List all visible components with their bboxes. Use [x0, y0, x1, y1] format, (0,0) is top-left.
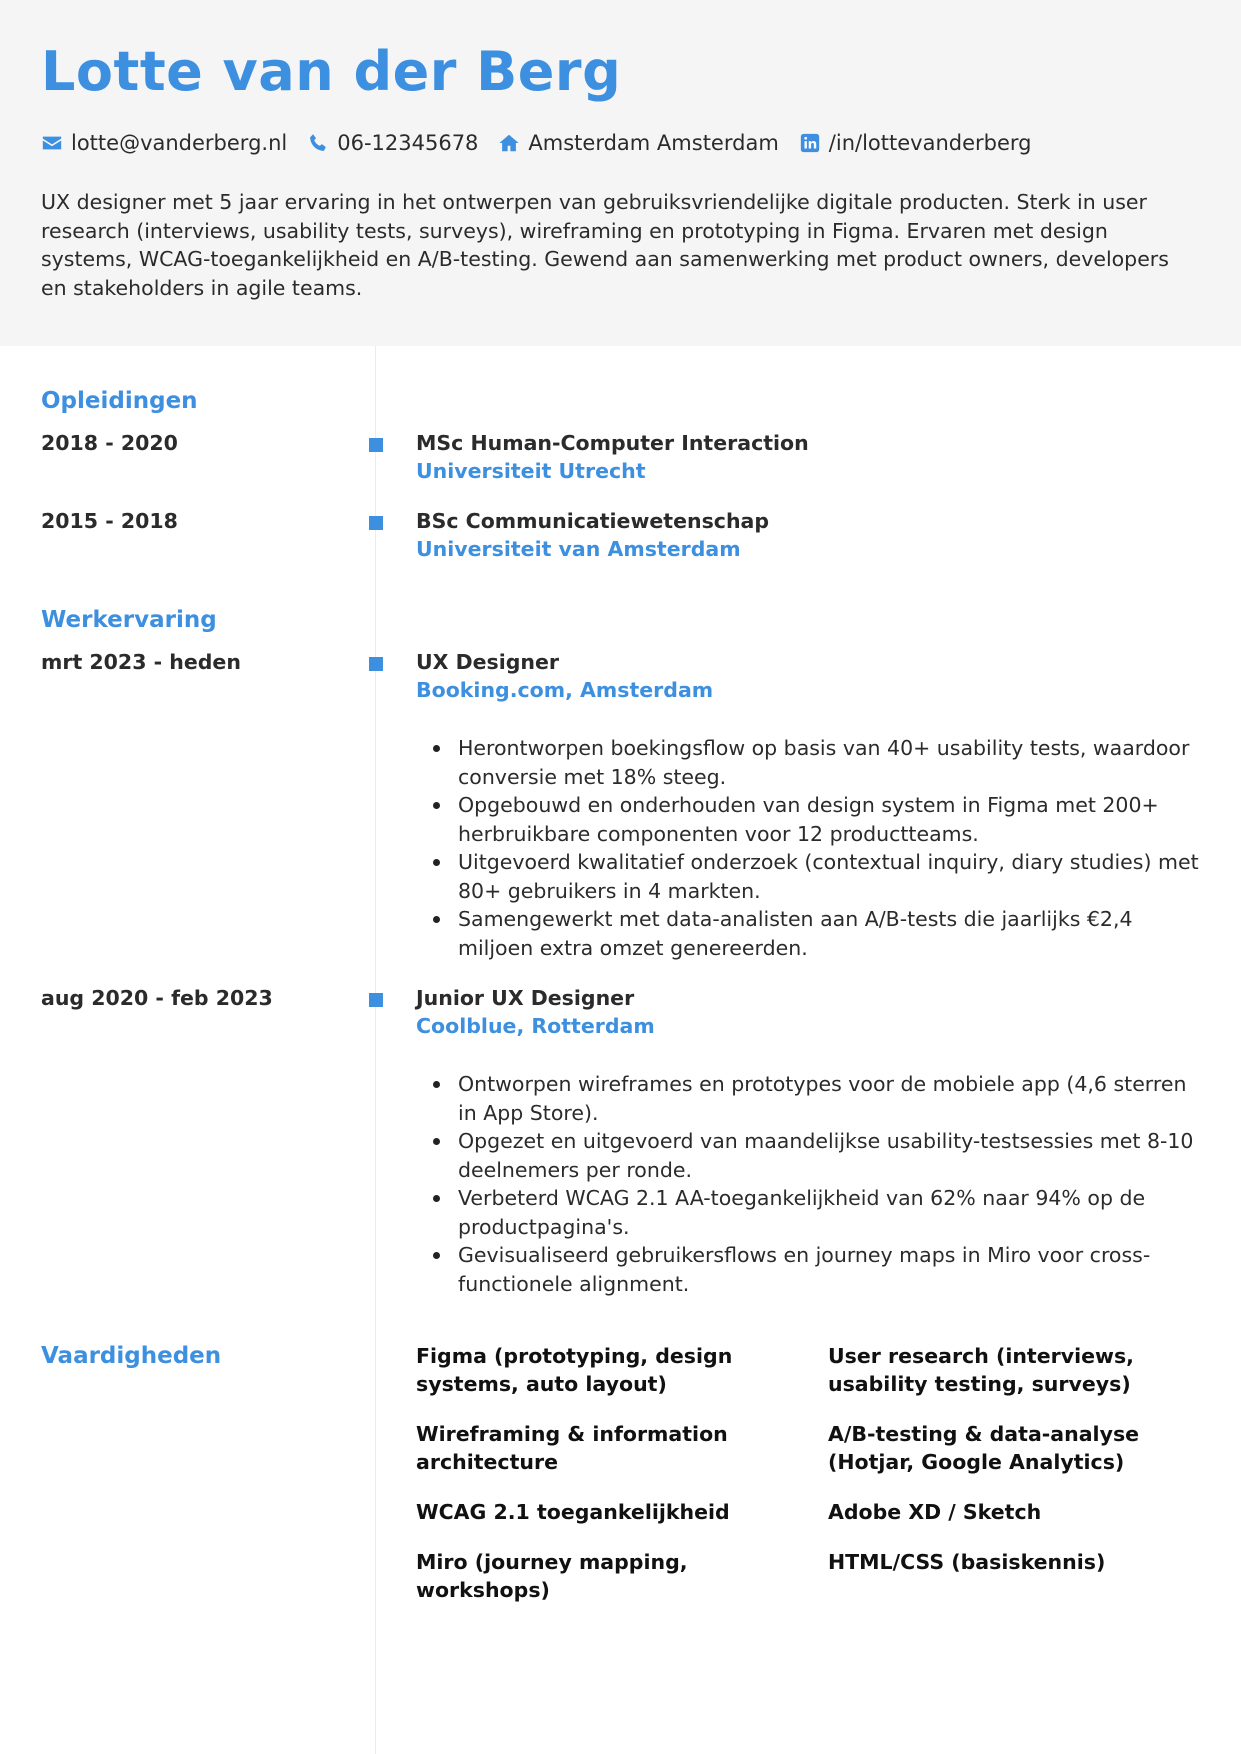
timeline-marker: [369, 516, 383, 530]
job-bullet: Samengewerkt met data-analisten aan A/B-tests die jaarlijks €2,4 miljoen extra omzet genereerden.: [416, 905, 1206, 962]
education-school: Universiteit van Amsterdam: [416, 537, 741, 561]
phone-text: 06-12345678: [337, 131, 479, 155]
envelope-icon: [41, 132, 63, 154]
skill-item: A/B-testing & data-analyse (Hotjar, Google Analytics): [828, 1422, 1140, 1474]
contact-phone[interactable]: [307, 131, 478, 155]
contact-linkedin[interactable]: [799, 131, 1032, 155]
section-title-experience: Werkervaring: [41, 607, 217, 633]
job-bullet: Uitgevoerd kwalitatief onderzoek (contextual inquiry, diary studies) met 80+ gebruikers in 4 markten.: [416, 848, 1206, 905]
job-date: mrt 2023 - heden: [41, 650, 241, 674]
job-bullets: [416, 1070, 1206, 1298]
home-icon: [498, 132, 520, 154]
section-title-education: Opleidingen: [41, 388, 198, 414]
job-bullet: Gevisualiseerd gebruikersflows en journey maps in Miro voor cross-functionele alignment.: [416, 1241, 1206, 1298]
timeline-marker: [369, 657, 383, 671]
profile-summary: UX designer met 5 jaar ervaring in het ontwerpen van gebruiksvriendelijke digitale producten. Sterk in user research (interviews, usability tests, surveys), wireframing en prototyping in Figma. Ervaren met design systems, WCAG-toegankelijkheid en A/B-testing. Gewend aan samenwerking met product owners, developers en stakeholders in agile teams.: [41, 190, 1169, 300]
education-degree: BSc Communicatiewetenschap: [416, 509, 770, 533]
skill-item: Adobe XD / Sketch: [828, 1500, 1042, 1524]
job-bullet: Opgezet en uitgevoerd van maandelijkse usability-testsessies met 8-10 deelnemers per ronde.: [416, 1127, 1206, 1184]
skills-grid: [416, 1342, 1206, 1604]
timeline-divider: [375, 346, 376, 1754]
education-date: 2015 - 2018: [41, 509, 178, 533]
phone-icon: [307, 132, 329, 154]
skill-item: Miro (journey mapping, workshops): [416, 1550, 688, 1602]
job-company: Booking.com, Amsterdam: [416, 678, 714, 702]
location-text: Amsterdam Amsterdam: [528, 131, 779, 155]
contact-email[interactable]: [41, 131, 287, 155]
job-role: Junior UX Designer: [416, 986, 635, 1010]
skill-item: User research (interviews, usability testing, surveys): [828, 1344, 1134, 1396]
skill-item: HTML/CSS (basiskennis): [828, 1550, 1106, 1574]
job-bullet: Verbeterd WCAG 2.1 AA-toegankelijkheid van 62% naar 94% op de productpagina's.: [416, 1184, 1206, 1241]
skill-item: WCAG 2.1 toegankelijkheid: [416, 1500, 730, 1524]
header: [0, 0, 1241, 346]
linkedin-text: /in/lottevanderberg: [828, 131, 1032, 155]
linkedin-icon: [799, 132, 821, 154]
section-title-skills: Vaardigheden: [41, 1343, 222, 1369]
job-date: aug 2020 - feb 2023: [41, 986, 273, 1010]
job-role: UX Designer: [416, 650, 560, 674]
skill-item: Figma (prototyping, design systems, auto layout): [416, 1344, 733, 1396]
education-date: 2018 - 2020: [41, 431, 178, 455]
job-company: Coolblue, Rotterdam: [416, 1014, 655, 1038]
education-school: Universiteit Utrecht: [416, 459, 646, 483]
job-bullet: Opgebouwd en onderhouden van design system in Figma met 200+ herbruikbare componenten voor 12 productteams.: [416, 791, 1206, 848]
timeline-marker: [369, 438, 383, 452]
job-bullet: Ontworpen wireframes en prototypes voor de mobiele app (4,6 sterren in App Store).: [416, 1070, 1206, 1127]
education-degree: MSc Human-Computer Interaction: [416, 431, 809, 455]
email-text: lotte@vanderberg.nl: [71, 131, 288, 155]
job-bullets: [416, 734, 1206, 962]
candidate-name: Lotte van der Berg: [41, 40, 622, 103]
timeline-marker: [369, 993, 383, 1007]
job-bullet: Herontworpen boekingsflow op basis van 40+ usability tests, waardoor conversie met 18% steeg.: [416, 734, 1206, 791]
contact-bar: [41, 128, 1051, 158]
contact-location: [498, 131, 778, 155]
skill-item: Wireframing & information architecture: [416, 1422, 728, 1474]
